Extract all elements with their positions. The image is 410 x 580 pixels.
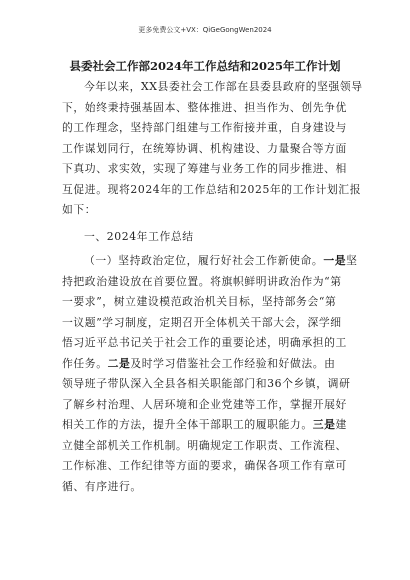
text-line: 如下： — [62, 203, 97, 216]
text-run: 作任务。 — [62, 356, 108, 370]
subsection-heading: （一）坚持政治定位，履行好社会工作新使命。 — [84, 254, 324, 267]
page-header: 更多免费公文+VX：QiGeGongWen2024 — [138, 26, 272, 34]
text-line: 领导班子带队深入全县各相关职能部门和36个乡镇，调研 — [62, 377, 351, 390]
document-title: 县委社会工作部2024年工作总结和2025年工作计划 — [69, 59, 341, 73]
text-line: 了解乡村治理、人居环境和企业党建等工作，掌握开展好 — [62, 397, 347, 411]
text-line: 悟习近平总书记关于社会工作的重要论述，明确承担的工 — [62, 336, 347, 349]
text-line: 的工作理念，坚持部门组建与工作衔接并重，自身建设与 — [62, 121, 347, 134]
text-line: 工作标准、工作纪律等方面的要求，确保各项工作有章可 — [62, 459, 347, 472]
text-line: 今年以来，XX县委社会工作部在县委县政府的坚强领导 — [84, 80, 363, 93]
section-heading: 一、2024年工作总结 — [84, 230, 194, 243]
bold-marker: 一是 — [323, 254, 347, 267]
text-line — [62, 354, 348, 375]
text-line — [62, 415, 348, 436]
text-line: 持把政治建设放在首要位置。将旗帜鲜明讲政治作为“第 — [62, 274, 342, 288]
text-run: 建 — [335, 418, 347, 431]
text-line: 互促进。现将2024年的工作总结和2025年的工作计划汇报 — [62, 182, 362, 196]
text-run: 及时学习借鉴社会工作经验和好做法。由 — [130, 356, 336, 370]
text-line: 立健全部机关工作机制。明确规定工作职责、工作流程、 — [62, 438, 347, 452]
bold-marker: 二是 — [107, 356, 131, 370]
text-line: 循、有序进行。 — [62, 479, 142, 493]
text-line: 工作谋划同行，在统筹协调、机构建设、力量聚合等方面 — [62, 141, 347, 155]
text-line — [62, 251, 358, 272]
text-run: 相关工作的方法，提升全体干部职工的履职能力。 — [62, 418, 313, 431]
bold-marker: 三是 — [312, 418, 336, 431]
text-line: 一要求”，树立建设模范政治机关目标，坚持部务会“第 — [62, 295, 337, 308]
section-paragraph — [62, 251, 358, 497]
text-line: 下真功、求实效，实现了筹建与业务工作的同步推进、相 — [62, 162, 347, 175]
text-line: 下，始终秉持强基固本、整体推进、担当作为、创先争优 — [62, 100, 347, 114]
section-heading-block — [62, 227, 348, 248]
intro-paragraph — [62, 77, 363, 221]
text-run: 坚 — [346, 254, 358, 267]
text-line: 一议题”学习制度，定期召开全体机关干部大会，深学细 — [62, 315, 342, 329]
